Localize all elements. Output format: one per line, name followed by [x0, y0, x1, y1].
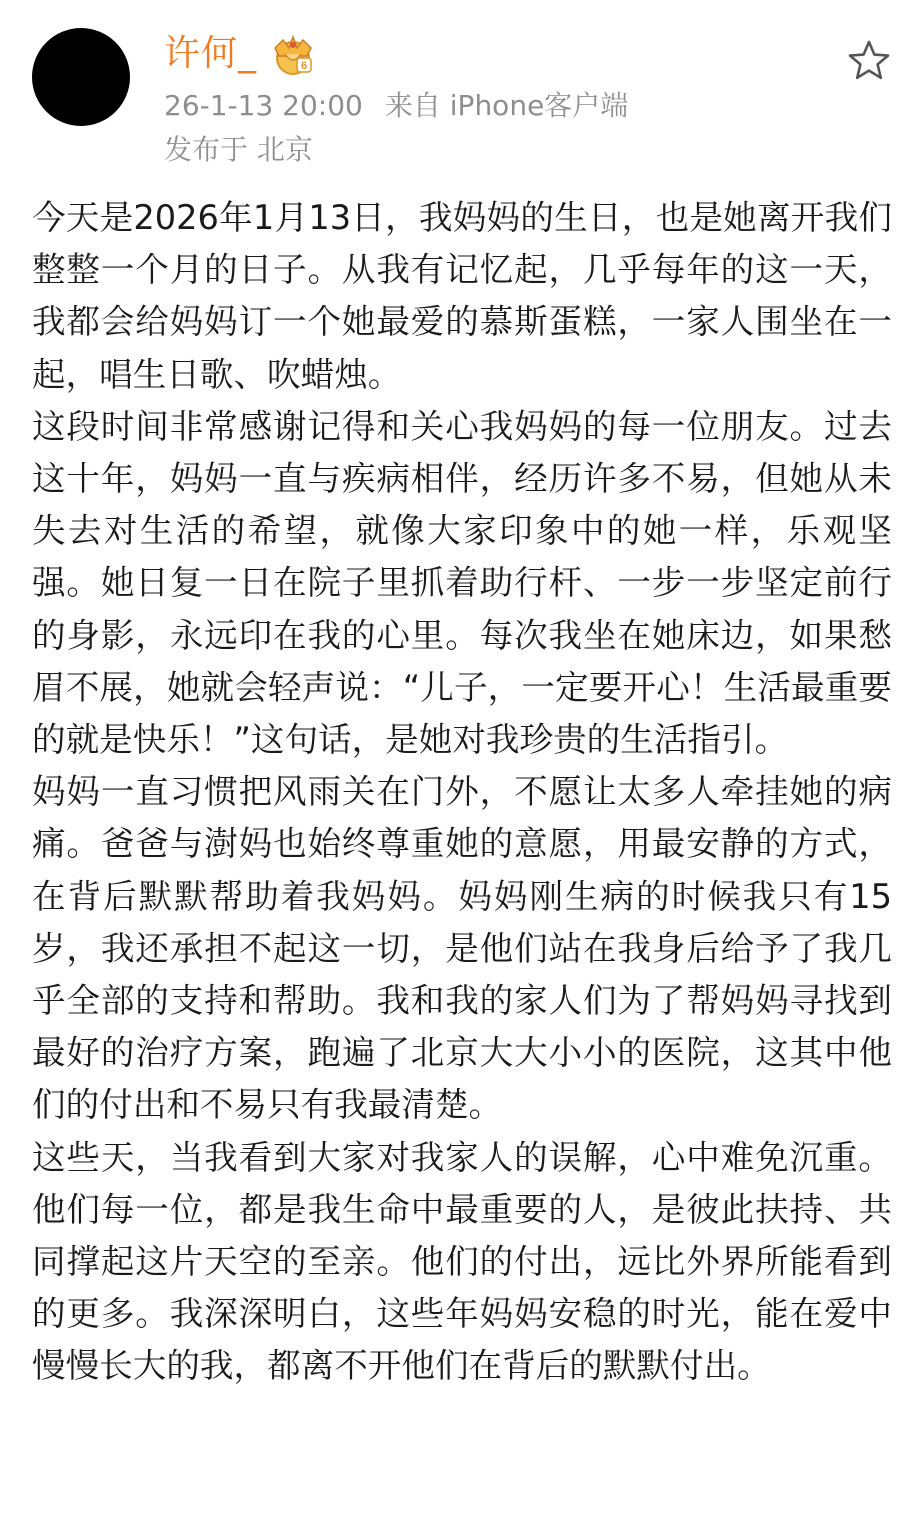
- post-paragraph: 妈妈一直习惯把风雨关在门外，不愿让太多人牵挂她的病痛。爸爸与澍妈也始终尊重她的意愿，用最安静的方式，在背后默默帮助着我妈妈。妈妈刚生病的时候我只有15岁，我还承担不起这一切，是他们站在我身后给予了我几乎全部的支持和帮助。我和我的家人们为了帮妈妈寻找到最好的治疗方案，跑遍了北京大大小小的医院，这其中他们的付出和不易只有我最清楚。: [32, 772, 892, 1125]
- author-header: [164, 26, 319, 82]
- avatar[interactable]: [32, 28, 130, 126]
- post-meta: [164, 86, 628, 126]
- star-outline-icon[interactable]: [846, 38, 892, 84]
- post-paragraph: 这段时间非常感谢记得和关心我妈妈的每一位朋友。过去这十年，妈妈一直与疾病相伴，经历许多不易，但她从未失去对生活的希望，就像大家印象中的她一样，乐观坚强。她日复一日在院子里抓着助行杆、一步一步坚定前行的身影，永远印在我的心里。每次我坐在她床边，如果愁眉不展，她就会轻声说：“儿子，一定要开心！生活最重要的就是快乐！”这句话，是她对我珍贵的生活指引。: [32, 406, 892, 760]
- post-location: 发布于 北京: [164, 133, 313, 166]
- post-content: [32, 192, 892, 1393]
- post-paragraph: 今天是2026年1月13日，我妈妈的生日，也是她离开我们整整一个月的日子。从我有记忆起，几乎每年的这一天，我都会给妈妈订一个她最爱的慕斯蛋糕，一家人围坐在一起，唱生日歌、吹蜡烛。: [32, 198, 892, 394]
- vip-crown-badge-icon[interactable]: [267, 32, 319, 76]
- author-name[interactable]: 许何_: [164, 33, 258, 74]
- svg-text:6: 6: [300, 60, 308, 72]
- post-time: 26-1-13 20:00: [164, 89, 363, 122]
- post-paragraph: 这些天，当我看到大家对我家人的误解，心中难免沉重。他们每一位，都是我生命中最重要的人，是彼此扶持、共同撑起这片天空的至亲。他们的付出，远比外界所能看到的更多。我深深明白，这些年妈妈安稳的时光，能在爱中慢慢长大的我，都离不开他们在背后的默默付出。: [32, 1137, 892, 1386]
- post-source[interactable]: 来自 iPhone客户端: [384, 89, 629, 122]
